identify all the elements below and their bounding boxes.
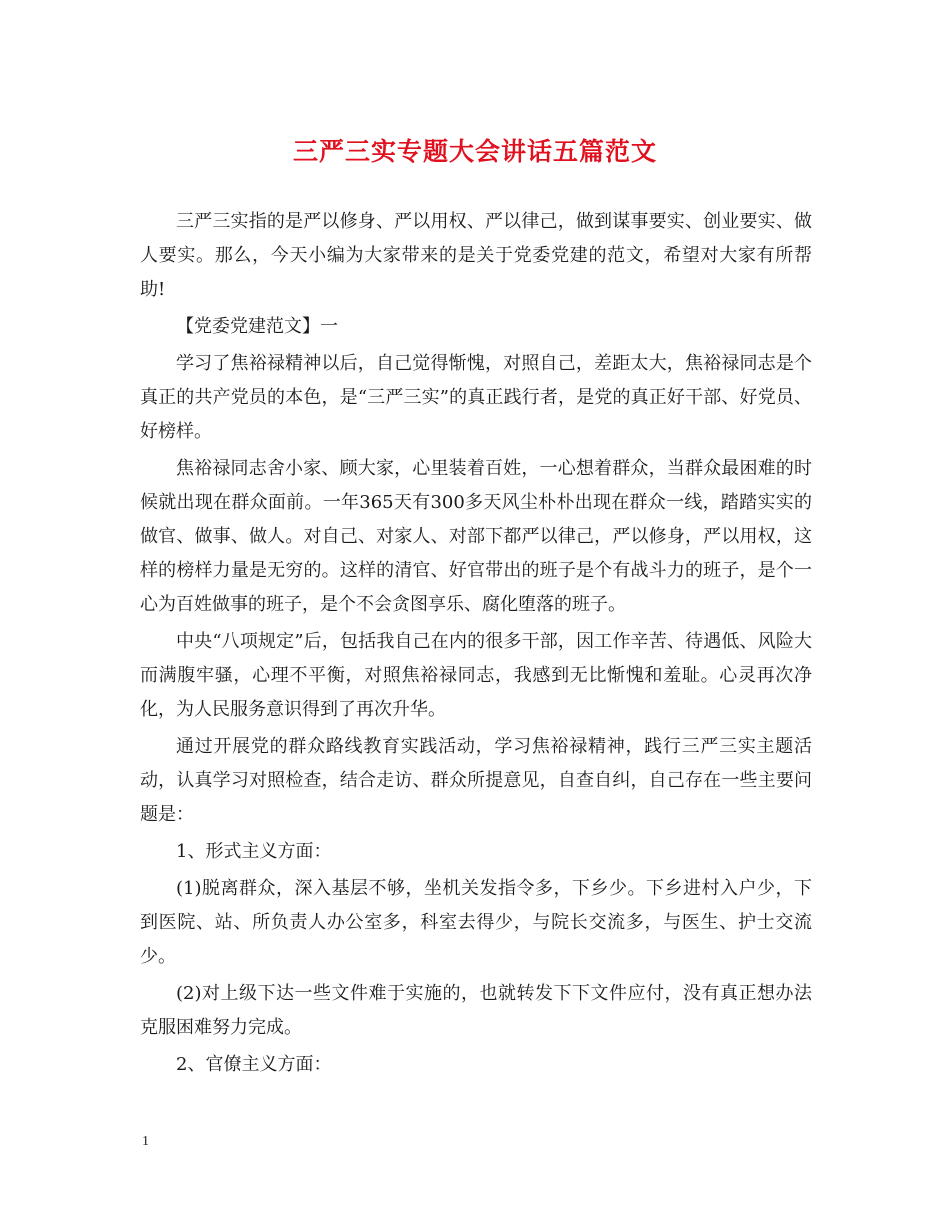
document-body: [140, 205, 812, 1085]
paragraph: 学习了焦裕禄精神以后，自己觉得惭愧，对照自己，差距太大，焦裕禄同志是个真正的共产党员的本色，是“三严三实”的真正践行者，是党的真正好干部、好党员、好榜样。: [140, 353, 812, 442]
paragraph: 焦裕禄同志舍小家、顾大家，心里装着百姓，一心想着群众，当群众最困难的时候就出现在群众面前。一年365天有300多天风尘朴朴出现在群众一线，踏踏实实的做官、做事、做人。对自己、对家人、对部下都严以律己，严以修身，严以用权，这样的榜样力量是无穷的。这样的清官、好官带出的班子是个有战斗力的班子，是个一心为百姓做事的班子，是个不会贪图享乐、腐化堕落的班子。: [140, 458, 812, 615]
paragraph-list-item: (1)脱离群众，深入基层不够，坐机关发指令多，下乡少。下乡进村入户少，下到医院、站、所负责人办公室多，科室去得少，与院长交流多，与医生、护士交流少。: [140, 878, 812, 967]
paragraph-subheading: 2、官僚主义方面：: [176, 1054, 332, 1075]
document-title: 三严三实专题大会讲话五篇范文: [292, 137, 657, 166]
paragraph-section-heading: 【党委党建范文】一: [176, 316, 338, 337]
paragraph-subheading: 1、形式主义方面：: [176, 841, 332, 862]
page-number: 1: [142, 1134, 149, 1149]
paragraph: 中央“八项规定”后，包括我自己在内的很多干部，因工作辛苦、待遇低、风险大而满腹牢骚，心理不平衡，对照焦裕禄同志，我感到无比惭愧和羞耻。心灵再次净化，为人民服务意识得到了再次升华。: [140, 631, 812, 720]
paragraph: 通过开展党的群众路线教育实践活动，学习焦裕禄精神，践行三严三实主题活动，认真学习对照检查，结合走访、群众所提意见，自查自纠，自己存在一些主要问题是：: [140, 736, 812, 825]
paragraph-intro: 三严三实指的是严以修身、严以用权、严以律己，做到谋事要实、创业要实、做人要实。那么，今天小编为大家带来的是关于党委党建的范文，希望对大家有所帮助!: [140, 211, 812, 300]
paragraph-list-item: (2)对上级下达一些文件难于实施的，也就转发下下文件应付，没有真正想办法克服困难努力完成。: [140, 983, 812, 1038]
